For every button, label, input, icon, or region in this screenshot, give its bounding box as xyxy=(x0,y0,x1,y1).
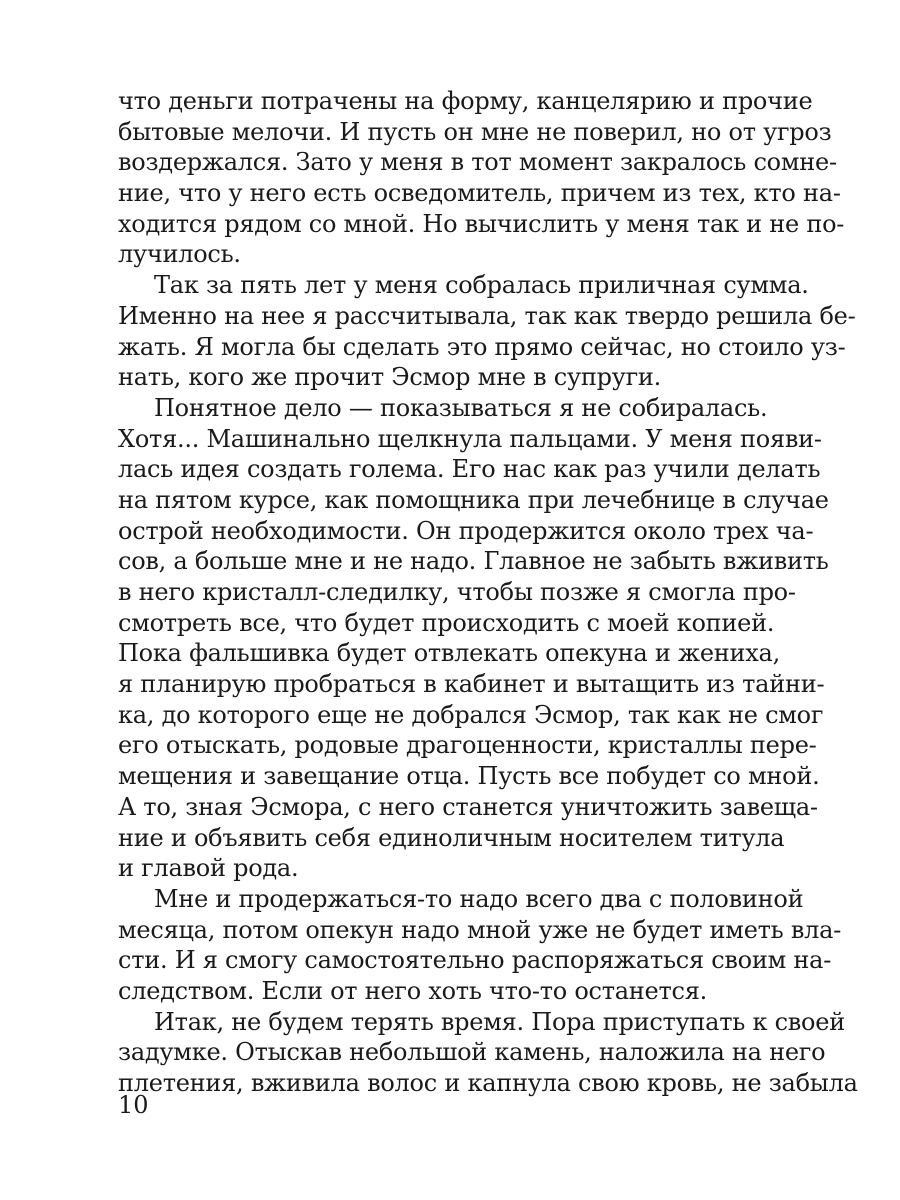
text-line: ние и объявить себя единоличным носителем титула xyxy=(118,823,785,852)
text-line: Именно на нее я рассчитывала, так как твердо решила бе- xyxy=(118,301,856,330)
text-line: воздержался. Зато у меня в тот момент закралось сомне- xyxy=(118,148,837,177)
text-line: смотреть все, что будет происходить с моей копией. xyxy=(118,608,775,637)
paragraph xyxy=(118,884,842,1007)
text-line: что деньги потрачены на форму, канцелярию и прочие xyxy=(118,87,813,115)
text-line: Мне и продержаться-то надо всего два с половиной xyxy=(154,884,804,913)
page-number: 10 xyxy=(118,1091,149,1119)
paragraph xyxy=(118,270,856,393)
book-page-text xyxy=(118,86,858,1099)
text-line: на пятом курсе, как помощника при лечебнице в случае xyxy=(118,485,829,514)
text-line: в него кристалл-следилку, чтобы позже я смогла про- xyxy=(118,578,796,606)
text-line: я планирую пробраться в кабинет и вытащить из тайни- xyxy=(118,670,825,699)
paragraph xyxy=(118,1007,858,1099)
text-line: его отыскать, родовые драгоценности, кристаллы пере- xyxy=(118,731,817,760)
text-line: сти. И я смогу самостоятельно распоряжаться своим на- xyxy=(118,946,832,975)
text-line: ка, до которого еще не добрался Эсмор, так как не смог xyxy=(118,700,824,729)
text-line: Итак, не будем терять время. Пора приступать к своей xyxy=(154,1007,845,1036)
text-line: месяца, потом опекун надо мной уже не будет иметь вла- xyxy=(118,915,842,944)
text-line: ние, что у него есть осведомитель, причем из тех, кто на- xyxy=(118,179,841,208)
text-line: мещения и завещание отца. Пусть все побудет со мной. xyxy=(118,762,820,791)
text-line: Так за пять лет у меня собралась приличная сумма. xyxy=(154,271,809,300)
text-line: лась идея создать голема. Его нас как раз учили делать xyxy=(118,455,821,484)
text-line: задумке. Отыскав небольшой камень, наложила на него xyxy=(118,1038,826,1067)
text-line: бытовые мелочи. И пусть он мне не поверил, но от угроз xyxy=(118,117,832,146)
text-line: нать, кого же прочит Эсмор мне в супруги. xyxy=(118,363,662,392)
text-line: Пока фальшивка будет отвлекать опекуна и жениха, xyxy=(118,639,780,668)
text-line: сов, а больше мне и не надо. Главное не забыть вживить xyxy=(118,547,829,576)
text-line: следством. Если от него хоть что-то останется. xyxy=(118,976,707,1005)
text-line: А то, зная Эсмора, с него станется уничтожить завеща- xyxy=(118,792,818,821)
text-line: и главой рода. xyxy=(118,854,299,883)
text-line: жать. Я могла бы сделать это прямо сейчас, но стоило уз- xyxy=(118,332,846,361)
text-line: ходится рядом со мной. Но вычислить у меня так и не по- xyxy=(118,209,845,238)
text-line: Хотя... Машинально щелкнула пальцами. У меня появи- xyxy=(118,424,822,453)
text-line: Понятное дело — показываться я не собиралась. xyxy=(154,393,768,422)
paragraph xyxy=(118,86,845,270)
text-line: лучилось. xyxy=(118,240,241,269)
paragraph xyxy=(118,393,829,884)
text-line: плетения, вживила волос и капнула свою кровь, не забыла xyxy=(118,1069,858,1097)
text-line: острой необходимости. Он продержится около трех ча- xyxy=(118,516,814,545)
